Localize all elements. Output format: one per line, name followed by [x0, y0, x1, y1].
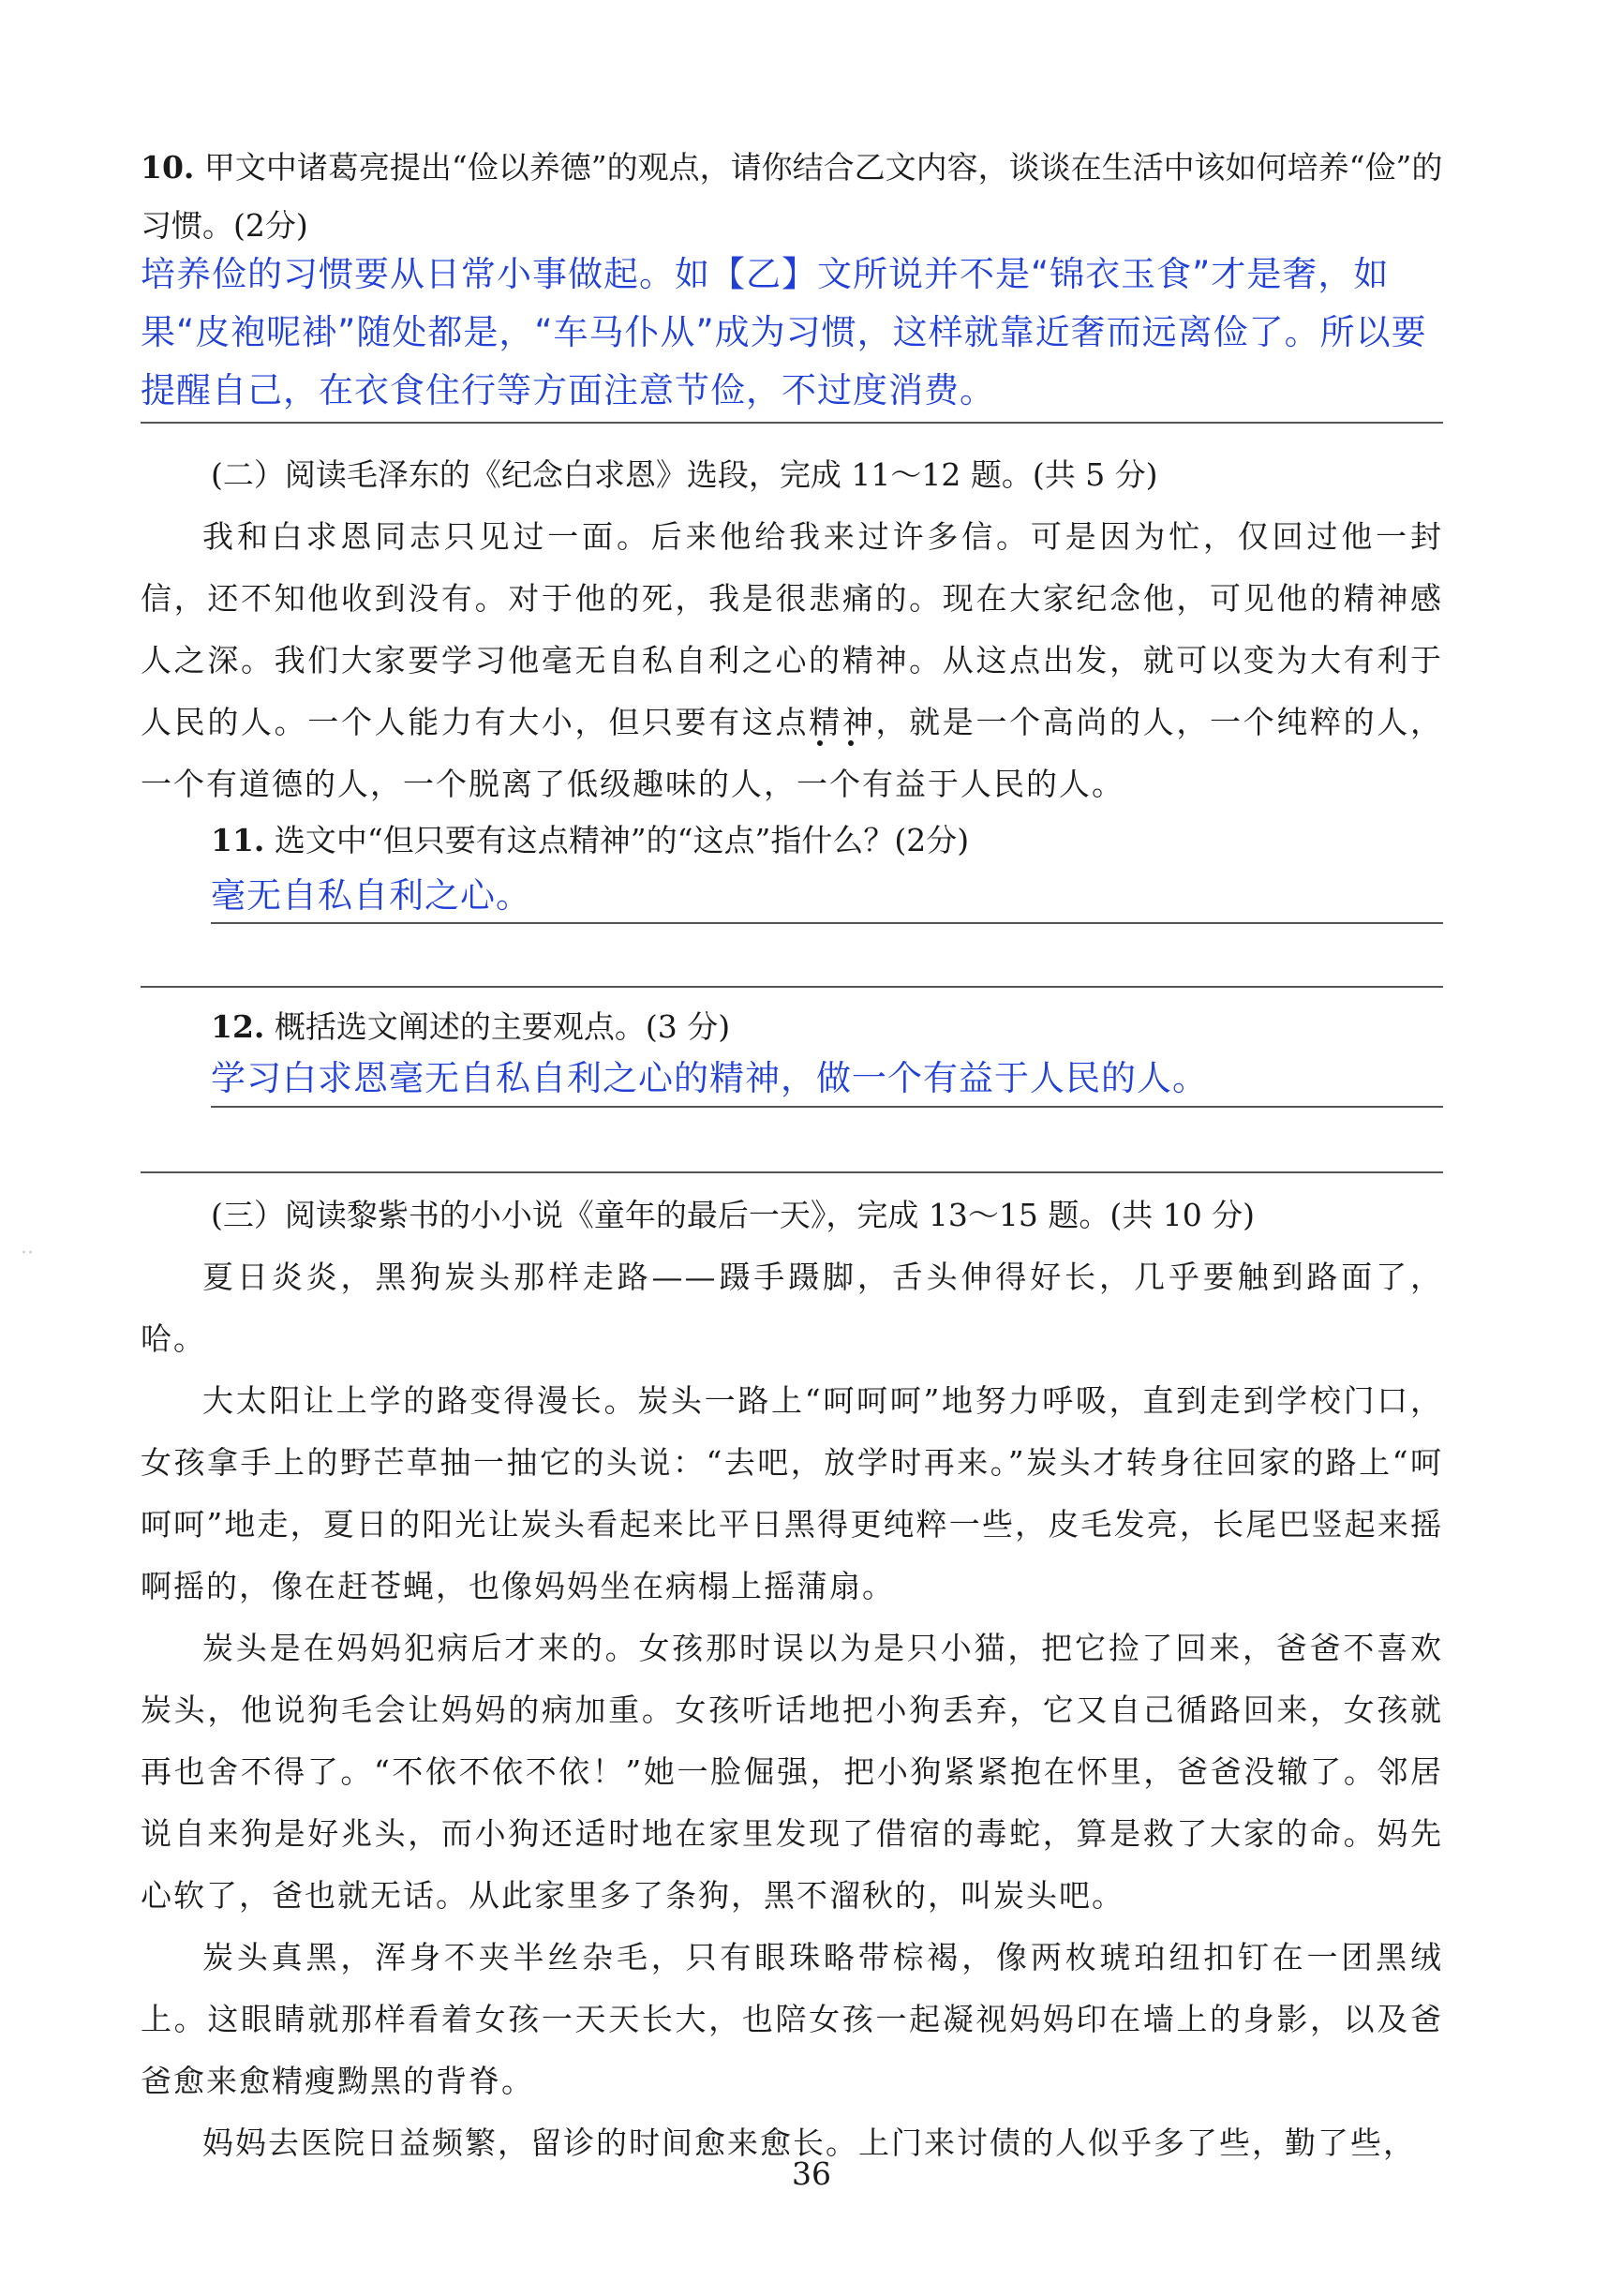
- question-number: 11.: [211, 822, 265, 858]
- answer-line: [141, 1171, 1443, 1173]
- margin-mark: ··: [21, 1242, 34, 1265]
- passage-paragraph: 炭头真黑，浑身不夹半丝杂毛，只有眼珠略带棕褐，像两枚琥珀纽扣钉在一团黑绒上。这眼睛就那样看着女孩一天天长大，也陪女孩一起凝视妈妈印在墙上的身影，以及爸爸愈来愈精瘦黝黑的背脊。: [141, 1939, 1443, 2099]
- question-11: [211, 812, 1443, 870]
- question-text: 选文中“但只要有这点精神”的“这点”指什么？(2分): [274, 822, 970, 858]
- passage-paragraph: 大太阳让上学的路变得漫长。炭头一路上“呵呵呵”地努力呼吸，直到走到学校门口，女孩拿手上的野芒草抽一抽它的头说：“去吧，放学时再来。”炭头才转身往回家的路上“呵呵呵”地走，夏日的阳光让炭头看起来比平日黑得更纯粹一些，皮毛发亮，长尾巴竖起来摇啊摇的，像在赶苍蝇，也像妈妈坐在病榻上摇蒲扇。: [141, 1382, 1443, 1604]
- question-12: [211, 998, 1443, 1056]
- answer-12: 学习白求恩毫无自私自利之心的精神，做一个有益于人民的人。: [211, 1058, 1208, 1098]
- passage-paragraph: 我和白求恩同志只见过一面。后来他给我来过许多信。可是因为忙，仅回过他一封信，还不知他收到没有。对于他的死，我是很悲痛的。现在大家纪念他，可见他的精神感人之深。我们大家要学习他毫无自私自利之心的精神。从这点出发，就可以变为大有利于人民的人。一个人能力有大小，但只要有这点精神，就是一个高尚的人，一个纯粹的人，一个有道德的人，一个脱离了低级趣味的人，一个有益于人民的人。: [141, 518, 1443, 802]
- question-number: 12.: [211, 1008, 265, 1045]
- section-2-passage: [141, 506, 1443, 815]
- emphasis-dot: [848, 740, 854, 746]
- section-3-passage: [141, 1246, 1443, 2174]
- answer-line: [211, 1106, 1443, 1108]
- answer-line: [211, 922, 1443, 924]
- page-number: 36: [792, 2155, 831, 2192]
- section-2-heading: (二）阅读毛泽东的《纪念白求恩》选段，完成 11～12 题。(共 5 分): [211, 456, 1158, 493]
- question-text: 甲文中诸葛亮提出“俭以养德”的观点，请你结合乙文内容，谈谈在生活中该如何培养“俭”的习惯。(2分): [141, 149, 1443, 244]
- answer-11: 毫无自私自利之心。: [211, 875, 531, 916]
- passage-paragraph: 夏日炎炎，黑狗炭头那样走路——蹑手蹑脚，舌头伸得好长，几乎要触到路面了，哈。: [141, 1259, 1443, 1357]
- question-number: 10.: [141, 149, 195, 186]
- section-3-heading: (三）阅读黎紫书的小小说《童年的最后一天》，完成 13～15 题。(共 10 分): [211, 1197, 1256, 1233]
- question-text: 概括选文阐述的主要观点。(3 分): [274, 1008, 731, 1045]
- answer-line: [141, 986, 1443, 988]
- emphasis-dot: [817, 740, 823, 746]
- question-10: [141, 139, 1443, 255]
- passage-paragraph: 炭头是在妈妈犯病后才来的。女孩那时误以为是只小猫，把它捡了回来，爸爸不喜欢炭头，他说狗毛会让妈妈的病加重。女孩听话地把小狗丢弃，它又自己循路回来，女孩就再也舍不得了。“不依不依不依！”她一脸倔强，把小狗紧紧抱在怀里，爸爸没辙了。邻居说自来狗是好兆头，而小狗还适时地在家里发现了借宿的毒蛇，算是救了大家的命。妈先心软了，爸也就无话。从此家里多了条狗，黑不溜秋的，叫炭头吧。: [141, 1630, 1443, 1914]
- answer-10: 培养俭的习惯要从日常小事做起。如【乙】文所说并不是“锦衣玉食”才是奢，如果“皮袍呢褂”随处都是，“车马仆从”成为习惯，这样就靠近奢而远离俭了。所以要提醒自己，在衣食住行等方面注意节俭，不过度消费。: [141, 254, 1427, 410]
- passage-paragraph: 妈妈去医院日益频繁，留诊的时间愈来愈长。上门来讨债的人似乎多了些，勤了些，: [202, 2125, 1416, 2161]
- answer-line: [141, 422, 1443, 424]
